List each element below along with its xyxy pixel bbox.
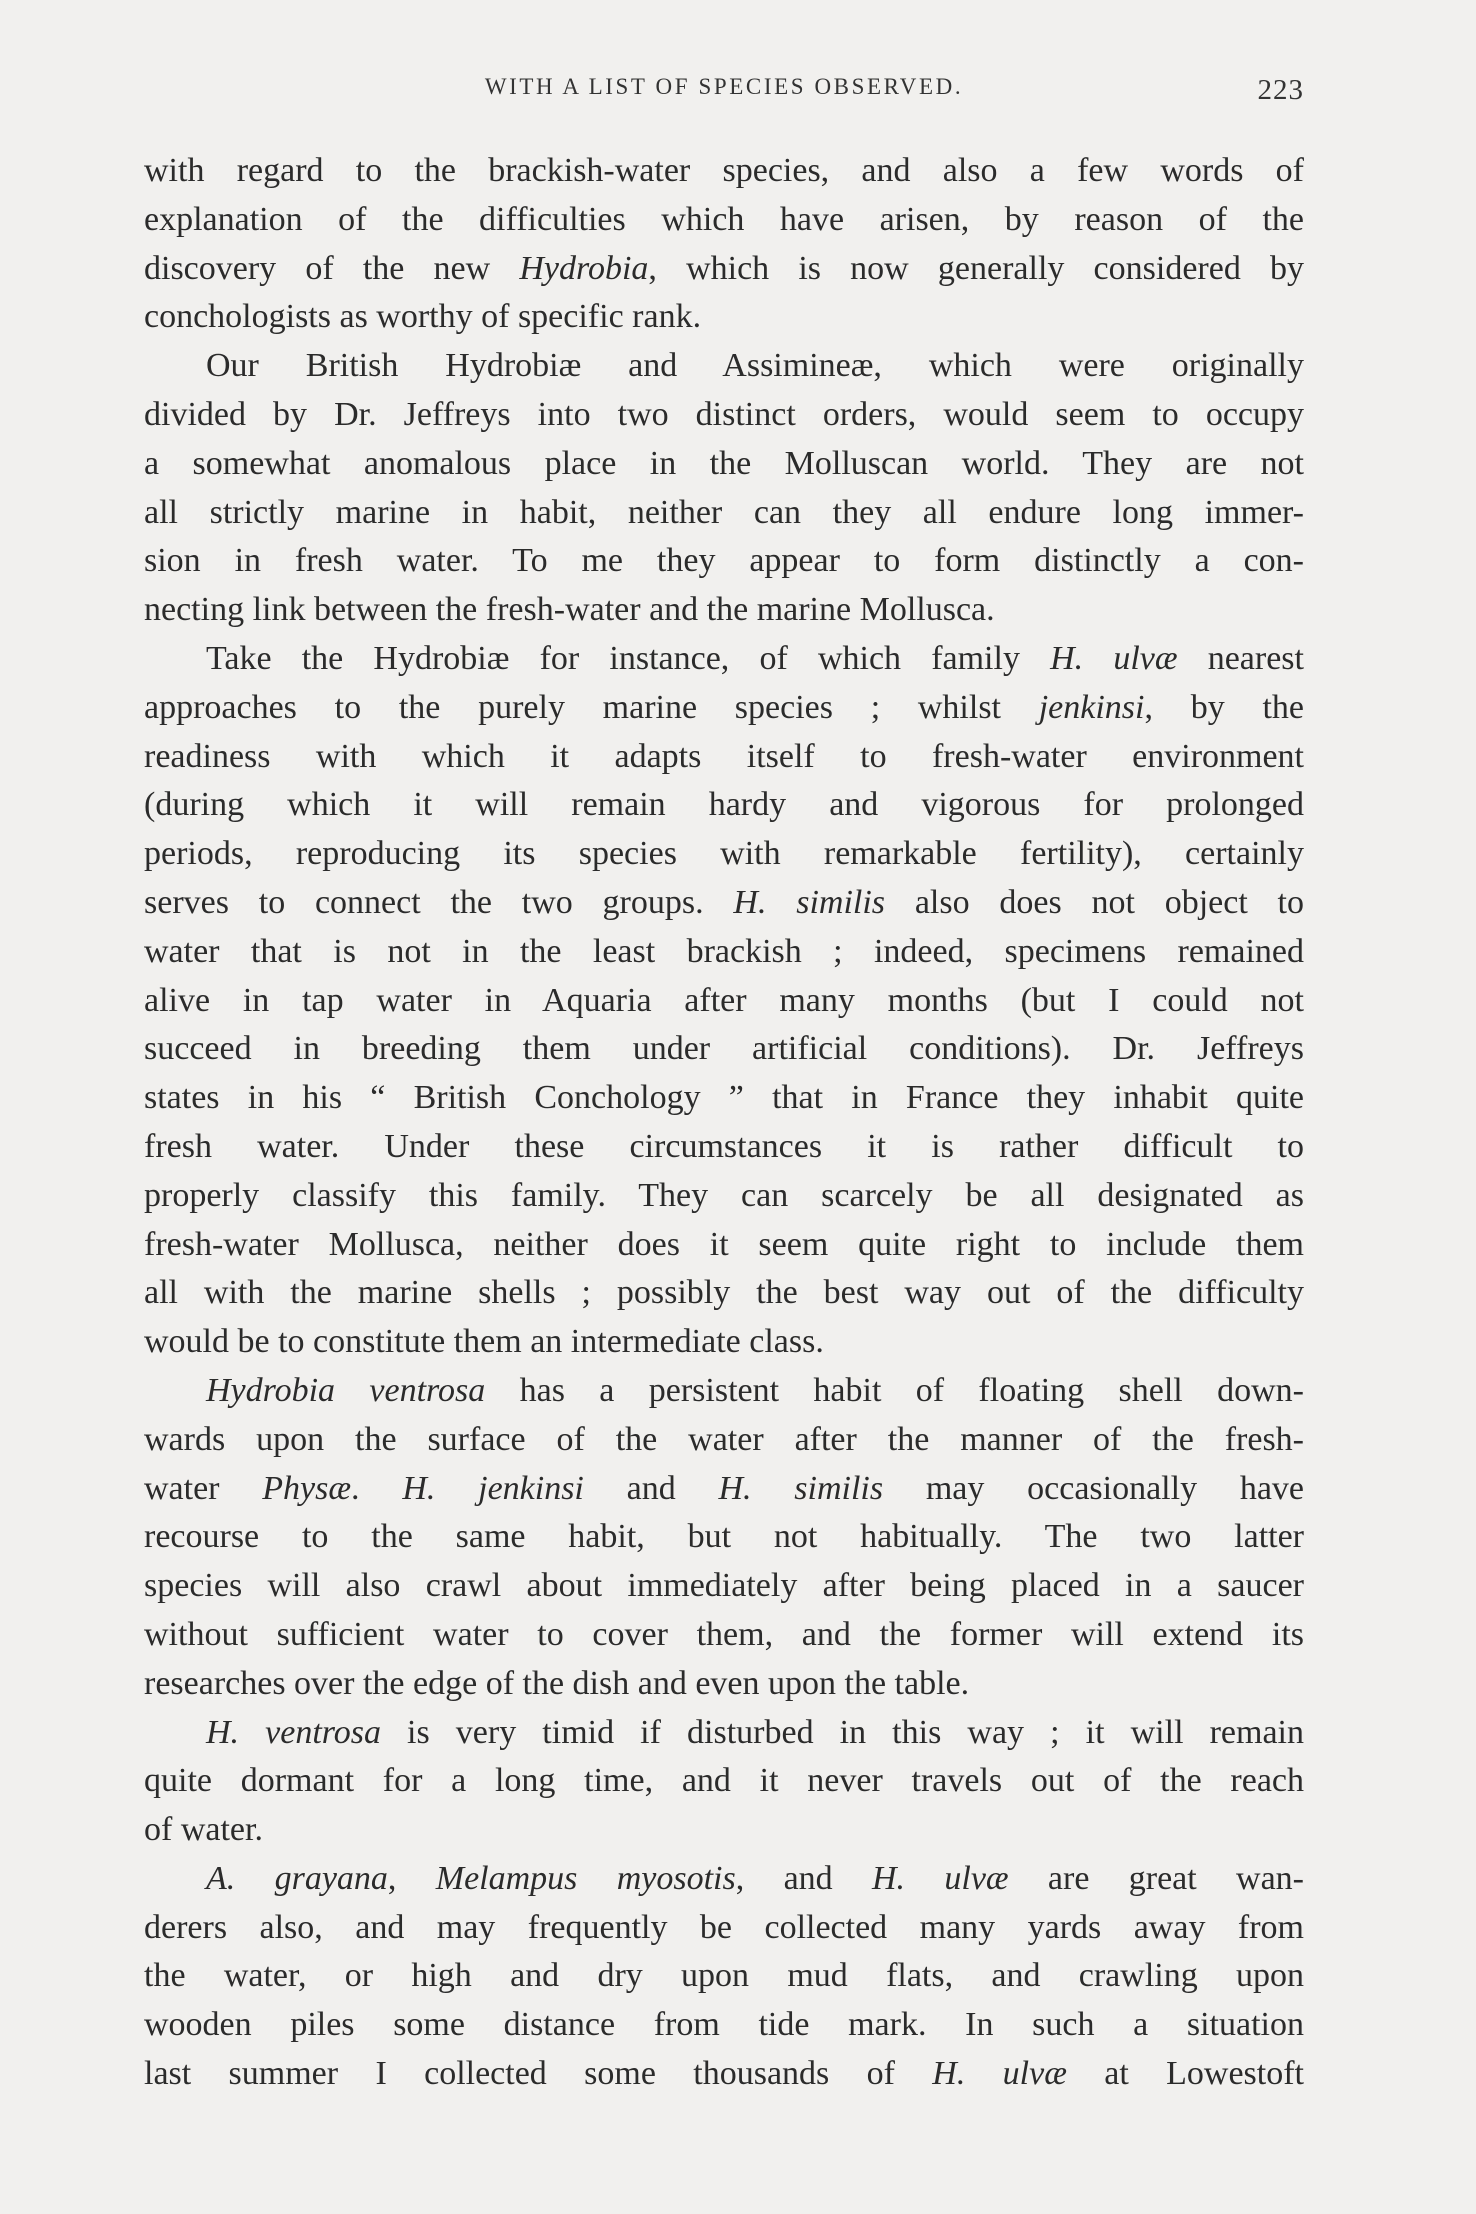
text-segment: approaches to the purely marine species ; whilst	[144, 688, 1039, 726]
text-line	[144, 781, 1304, 830]
text-segment: (during which it will remain hardy and vigorous for prolonged	[144, 786, 1304, 824]
text-line	[144, 2001, 1304, 2050]
text-segment: explanation of the difficulties which have arisen, by reason of the	[144, 200, 1304, 238]
text-line	[144, 1465, 1304, 1514]
text-line	[144, 196, 1304, 245]
text-segment: last summer I collected some thousands of	[144, 2055, 933, 2093]
italic-text: Melampus myosotis	[435, 1859, 736, 1897]
text-line	[144, 1611, 1304, 1660]
italic-text: jenkinsi	[1038, 688, 1145, 726]
text-line	[144, 391, 1304, 440]
italic-text: H. similis	[733, 883, 886, 921]
text-line	[144, 928, 1304, 977]
text-line	[144, 1562, 1304, 1611]
text-segment: all with the marine shells ; possibly the best way out of the difficulty	[144, 1274, 1304, 1312]
text-line	[144, 977, 1304, 1026]
text-line	[144, 245, 1304, 294]
text-segment: a somewhat anomalous place in the Molluscan world. They are not	[144, 444, 1304, 482]
text-segment: recourse to the same habit, but not habitually. The two latter	[144, 1518, 1304, 1556]
italic-text: H. ulvæ	[932, 2055, 1067, 2093]
text-segment: conchologists as worthy of specific rank.	[144, 298, 702, 336]
text-segment: of water.	[144, 1811, 263, 1849]
text-line	[144, 1123, 1304, 1172]
text-segment: fresh-water Mollusca, neither does it seem quite right to include them	[144, 1225, 1304, 1263]
italic-text: Physæ	[262, 1469, 352, 1507]
text-segment: water	[144, 1469, 263, 1507]
text-line	[144, 1318, 1304, 1367]
text-segment: has a persistent habit of floating shell down-	[485, 1371, 1304, 1409]
text-line	[144, 1074, 1304, 1123]
italic-text: H. jenkinsi	[402, 1469, 584, 1507]
italic-text: H. ventrosa	[206, 1713, 381, 1751]
text-segment: Our British Hydrobiæ and Assimineæ, which were originally	[206, 347, 1304, 385]
text-segment: states in his “ British Conchology ” that in France they inhabit quite	[144, 1079, 1304, 1117]
text-line	[144, 1952, 1304, 2001]
text-segment: without sufficient water to cover them, and the former will extend its	[144, 1615, 1304, 1653]
text-line	[144, 1025, 1304, 1074]
italic-text: H. ulvæ	[1050, 639, 1178, 677]
text-segment: quite dormant for a long time, and it never travels out of the reach	[144, 1762, 1304, 1800]
text-segment: wards upon the surface of the water after the manner of the fresh-	[144, 1420, 1304, 1458]
text-segment: , and	[735, 1859, 872, 1897]
text-segment: also does not object to	[885, 883, 1304, 921]
text-segment: divided by Dr. Jeffreys into two distinct orders, would seem to occupy	[144, 395, 1304, 433]
text-segment: water that is not in the least brackish ; indeed, specimens remained	[144, 932, 1304, 970]
text-line	[144, 684, 1304, 733]
text-segment: ,	[387, 1859, 436, 1897]
italic-text: Hydrobia ventrosa	[206, 1371, 486, 1409]
text-segment: is very timid if disturbed in this way ; it will remain	[380, 1713, 1304, 1751]
text-line	[144, 489, 1304, 538]
text-segment: the water, or high and dry upon mud flats, and crawling upon	[144, 1957, 1304, 1995]
italic-text: A. grayana	[206, 1859, 388, 1897]
text-segment: alive in tap water in Aquaria after many months (but I could not	[144, 981, 1304, 1019]
running-title: WITH A LIST OF SPECIES OBSERVED.	[484, 74, 964, 99]
text-segment: nearest	[1177, 639, 1304, 677]
text-line	[144, 1513, 1304, 1562]
text-segment: periods, reproducing its species with remarkable fertility), certainly	[144, 835, 1304, 873]
text-segment: may occasionally have	[883, 1469, 1305, 1507]
text-segment: , which is now generally considered by	[648, 249, 1304, 287]
italic-text: Hydrobia	[519, 249, 649, 287]
text-segment: readiness with which it adapts itself to fresh-water environment	[144, 737, 1304, 775]
text-line	[144, 1757, 1304, 1806]
text-segment: .	[351, 1469, 403, 1507]
text-line	[144, 1904, 1304, 1953]
text-line	[144, 1221, 1304, 1270]
text-line	[144, 1660, 1304, 1709]
text-line	[144, 1806, 1304, 1855]
text-line	[144, 1172, 1304, 1221]
text-line	[144, 879, 1304, 928]
text-line	[144, 1416, 1304, 1465]
text-segment: Take the Hydrobiæ for instance, of which family	[206, 639, 1051, 677]
text-segment: , by the	[1144, 688, 1304, 726]
text-line	[144, 440, 1304, 489]
text-segment: sion in fresh water. To me they appear to form distinctly a con-	[144, 542, 1304, 580]
text-segment: at Lowestoft	[1066, 2055, 1304, 2093]
text-segment: fresh water. Under these circumstances it is rather difficult to	[144, 1127, 1304, 1165]
text-line	[144, 830, 1304, 879]
text-segment: necting link between the fresh-water and the marine Mollusca.	[144, 591, 995, 629]
text-line	[144, 293, 1304, 342]
italic-text: H. ulvæ	[871, 1859, 1009, 1897]
text-segment: discovery of the new	[144, 249, 520, 287]
text-line	[144, 1269, 1304, 1318]
text-segment: properly classify this family. They can scarcely be all designated as	[144, 1176, 1304, 1214]
text-line	[144, 635, 1304, 684]
text-segment: researches over the edge of the dish and even upon the table.	[144, 1664, 970, 1702]
text-line	[144, 2050, 1304, 2099]
text-line	[144, 1855, 1304, 1904]
text-line	[144, 586, 1304, 635]
text-line	[144, 537, 1304, 586]
text-line	[144, 147, 1304, 196]
text-segment: would be to constitute them an intermediate class.	[144, 1323, 824, 1361]
text-line	[144, 342, 1304, 391]
text-line	[144, 733, 1304, 782]
text-segment: and	[583, 1469, 719, 1507]
text-segment: derers also, and may frequently be collected many yards away from	[144, 1908, 1304, 1946]
page-number: 223	[1257, 74, 1304, 106]
text-line	[144, 1709, 1304, 1758]
text-segment: succeed in breeding them under artificial conditions). Dr. Jeffreys	[144, 1030, 1304, 1068]
text-segment: are great wan-	[1008, 1859, 1304, 1897]
text-segment: with regard to the brackish-water species, and also a few words of	[144, 152, 1304, 189]
running-head	[144, 74, 1304, 114]
italic-text: H. similis	[718, 1469, 884, 1507]
text-line	[144, 1367, 1304, 1416]
text-segment: species will also crawl about immediately after being placed in a saucer	[144, 1567, 1304, 1605]
text-segment: wooden piles some distance from tide mark. In such a situation	[144, 2006, 1304, 2044]
text-segment: all strictly marine in habit, neither can they all endure long immer-	[144, 493, 1304, 531]
body-text	[144, 147, 1304, 2099]
text-segment: serves to connect the two groups.	[144, 883, 734, 921]
